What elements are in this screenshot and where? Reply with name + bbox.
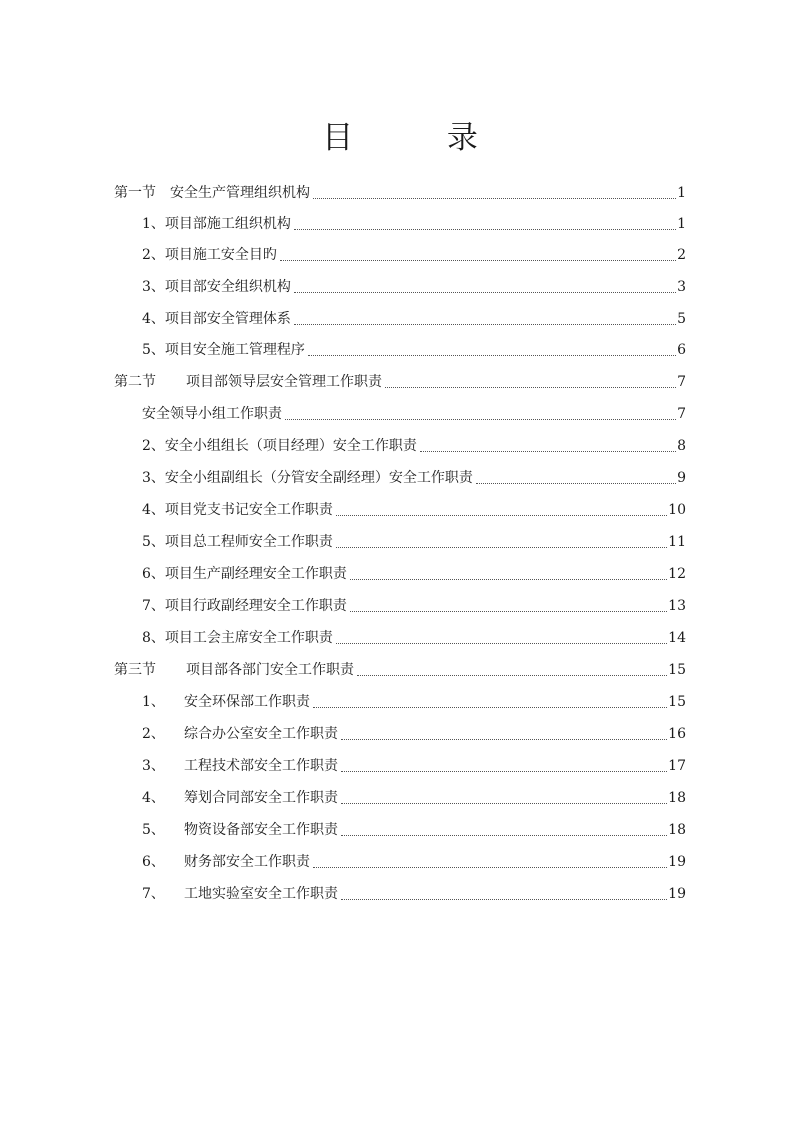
toc-entry-label: 财务部安全工作职责 — [184, 854, 310, 870]
toc-entry-prefix: 4、 — [142, 790, 165, 806]
toc-entry-prefix: 5、 — [142, 342, 165, 358]
toc-entry[interactable] — [142, 213, 686, 235]
dot-leader — [308, 354, 676, 356]
dot-leader — [313, 197, 676, 199]
toc-entry-label: 项目部各部门安全工作职责 — [186, 662, 354, 678]
toc-entry-page: 15 — [668, 662, 686, 678]
dot-leader — [285, 418, 676, 420]
toc-entry-prefix: 5、 — [142, 822, 165, 838]
toc-entry-label: 物资设备部安全工作职责 — [184, 822, 338, 838]
dot-leader — [350, 578, 667, 580]
toc-entry-page: 7 — [677, 406, 686, 422]
dot-leader — [313, 866, 667, 868]
toc-entry[interactable] — [142, 276, 686, 298]
toc-entry-prefix: 3、 — [142, 470, 165, 486]
dot-leader — [313, 706, 667, 708]
toc-entry-page: 14 — [668, 630, 686, 646]
toc-entry-label: 项目部施工组织机构 — [164, 216, 291, 232]
toc-entry-label: 项目施工安全目旳 — [164, 247, 277, 263]
page-title: 目 录 — [322, 120, 520, 156]
toc-entry-label: 项目部领导层安全管理工作职责 — [186, 374, 382, 390]
dot-leader — [476, 482, 676, 484]
dot-leader — [341, 802, 667, 804]
toc-entry-prefix: 3、 — [142, 758, 165, 774]
toc-entry-label: 项目生产副经理安全工作职责 — [164, 566, 347, 582]
toc-entry[interactable] — [142, 627, 686, 649]
toc-entry[interactable] — [142, 467, 686, 489]
toc-entry-label: 安全环保部工作职责 — [184, 694, 310, 710]
toc-entry-label: 筹划合同部安全工作职责 — [184, 790, 338, 806]
dot-leader — [341, 738, 667, 740]
toc-entry-page: 19 — [668, 886, 686, 902]
toc-entry-page: 12 — [668, 566, 686, 582]
toc-entry-page: 10 — [668, 502, 686, 518]
toc-entry-page: 17 — [668, 758, 686, 774]
toc-entry-prefix: 3、 — [142, 279, 165, 295]
toc-entry[interactable] — [142, 819, 686, 841]
dot-leader — [336, 546, 667, 548]
toc-entry-label: 项目部安全组织机构 — [164, 279, 291, 295]
dot-leader — [385, 386, 676, 388]
toc-entry-section-1[interactable] — [114, 182, 686, 204]
toc-entry-prefix: 7、 — [142, 886, 165, 902]
toc-entry[interactable] — [142, 403, 686, 425]
toc-entry-label: 项目工会主席安全工作职责 — [164, 630, 333, 646]
toc-entry-page: 9 — [677, 470, 686, 486]
toc-entry-page: 8 — [677, 438, 686, 454]
toc-entry[interactable] — [142, 595, 686, 617]
toc-entry-section-2[interactable] — [114, 371, 686, 393]
toc-entry-page: 18 — [668, 822, 686, 838]
toc-entry-page: 1 — [677, 185, 686, 201]
toc-entry-label: 安全小组组长（项目经理）安全工作职责 — [164, 438, 417, 454]
toc-entry[interactable] — [142, 339, 686, 361]
toc-entry-section-3[interactable] — [114, 659, 686, 681]
toc-entry-prefix: 1、 — [142, 694, 165, 710]
toc-entry[interactable] — [142, 755, 686, 777]
dot-leader — [357, 674, 667, 676]
toc-entry-label: 安全小组副组长（分管安全副经理）安全工作职责 — [164, 470, 473, 486]
toc-entry-page: 16 — [668, 726, 686, 742]
toc-entry-page: 6 — [677, 342, 686, 358]
toc-entry-page: 2 — [677, 247, 686, 263]
toc-entry-label: 工地实验室安全工作职责 — [184, 886, 338, 902]
dot-leader — [420, 450, 676, 452]
toc-entry-prefix: 2、 — [142, 438, 165, 454]
toc-entry[interactable] — [142, 308, 686, 330]
toc-entry-page: 1 — [677, 216, 686, 232]
toc-entry-label: 项目总工程师安全工作职责 — [164, 534, 333, 550]
toc-entry-page: 19 — [668, 854, 686, 870]
toc-entry[interactable] — [142, 787, 686, 809]
dot-leader — [341, 898, 667, 900]
toc-entry-page: 3 — [677, 279, 686, 295]
toc-entry-label: 安全生产管理组织机构 — [170, 185, 310, 201]
toc-entry-prefix: 第三节 — [114, 662, 156, 678]
toc-entry-page: 11 — [668, 534, 686, 550]
toc-entry[interactable] — [142, 851, 686, 873]
toc-entry[interactable] — [142, 691, 686, 713]
toc-entry-label: 项目行政副经理安全工作职责 — [164, 598, 347, 614]
toc-entry-prefix: 6、 — [142, 566, 165, 582]
toc-entry-prefix: 第二节 — [114, 374, 156, 390]
toc-entry[interactable] — [142, 563, 686, 585]
toc-entry-label: 综合办公室安全工作职责 — [184, 726, 338, 742]
toc-entry-prefix: 5、 — [142, 534, 165, 550]
toc-entry-label: 项目党支书记安全工作职责 — [164, 502, 333, 518]
toc-entry[interactable] — [142, 435, 686, 457]
toc-entry-prefix: 8、 — [142, 630, 165, 646]
toc-entry-prefix: 2、 — [142, 726, 165, 742]
toc-entry-prefix: 2、 — [142, 247, 165, 263]
dot-leader — [294, 291, 676, 293]
toc-entry-prefix: 第一节 — [114, 185, 156, 201]
dot-leader — [294, 228, 676, 230]
toc-entry[interactable] — [142, 531, 686, 553]
toc-entry-prefix: 1、 — [142, 216, 165, 232]
dot-leader — [336, 642, 667, 644]
dot-leader — [341, 770, 667, 772]
toc-entry-page: 15 — [668, 694, 686, 710]
toc-entry[interactable] — [142, 883, 686, 905]
toc-entry[interactable] — [142, 723, 686, 745]
toc-entry-page: 18 — [668, 790, 686, 806]
dot-leader — [280, 259, 676, 261]
toc-entry-label: 项目安全施工管理程序 — [164, 342, 305, 358]
toc-entry-prefix: 6、 — [142, 854, 165, 870]
toc-entry-prefix: 4、 — [142, 311, 165, 327]
toc-entry-page: 5 — [677, 311, 686, 327]
dot-leader — [336, 514, 667, 516]
toc-entry-page: 13 — [668, 598, 686, 614]
toc-entry[interactable] — [142, 244, 686, 266]
toc-entry-page: 7 — [677, 374, 686, 390]
toc-entry-label: 工程技术部安全工作职责 — [184, 758, 338, 774]
toc-entry-prefix: 7、 — [142, 598, 165, 614]
toc-entry-label: 项目部安全管理体系 — [164, 311, 291, 327]
toc-entry[interactable] — [142, 499, 686, 521]
toc-entry-label: 安全领导小组工作职责 — [142, 406, 282, 422]
dot-leader — [294, 323, 676, 325]
dot-leader — [350, 610, 667, 612]
dot-leader — [341, 834, 667, 836]
toc-entry-prefix: 4、 — [142, 502, 165, 518]
